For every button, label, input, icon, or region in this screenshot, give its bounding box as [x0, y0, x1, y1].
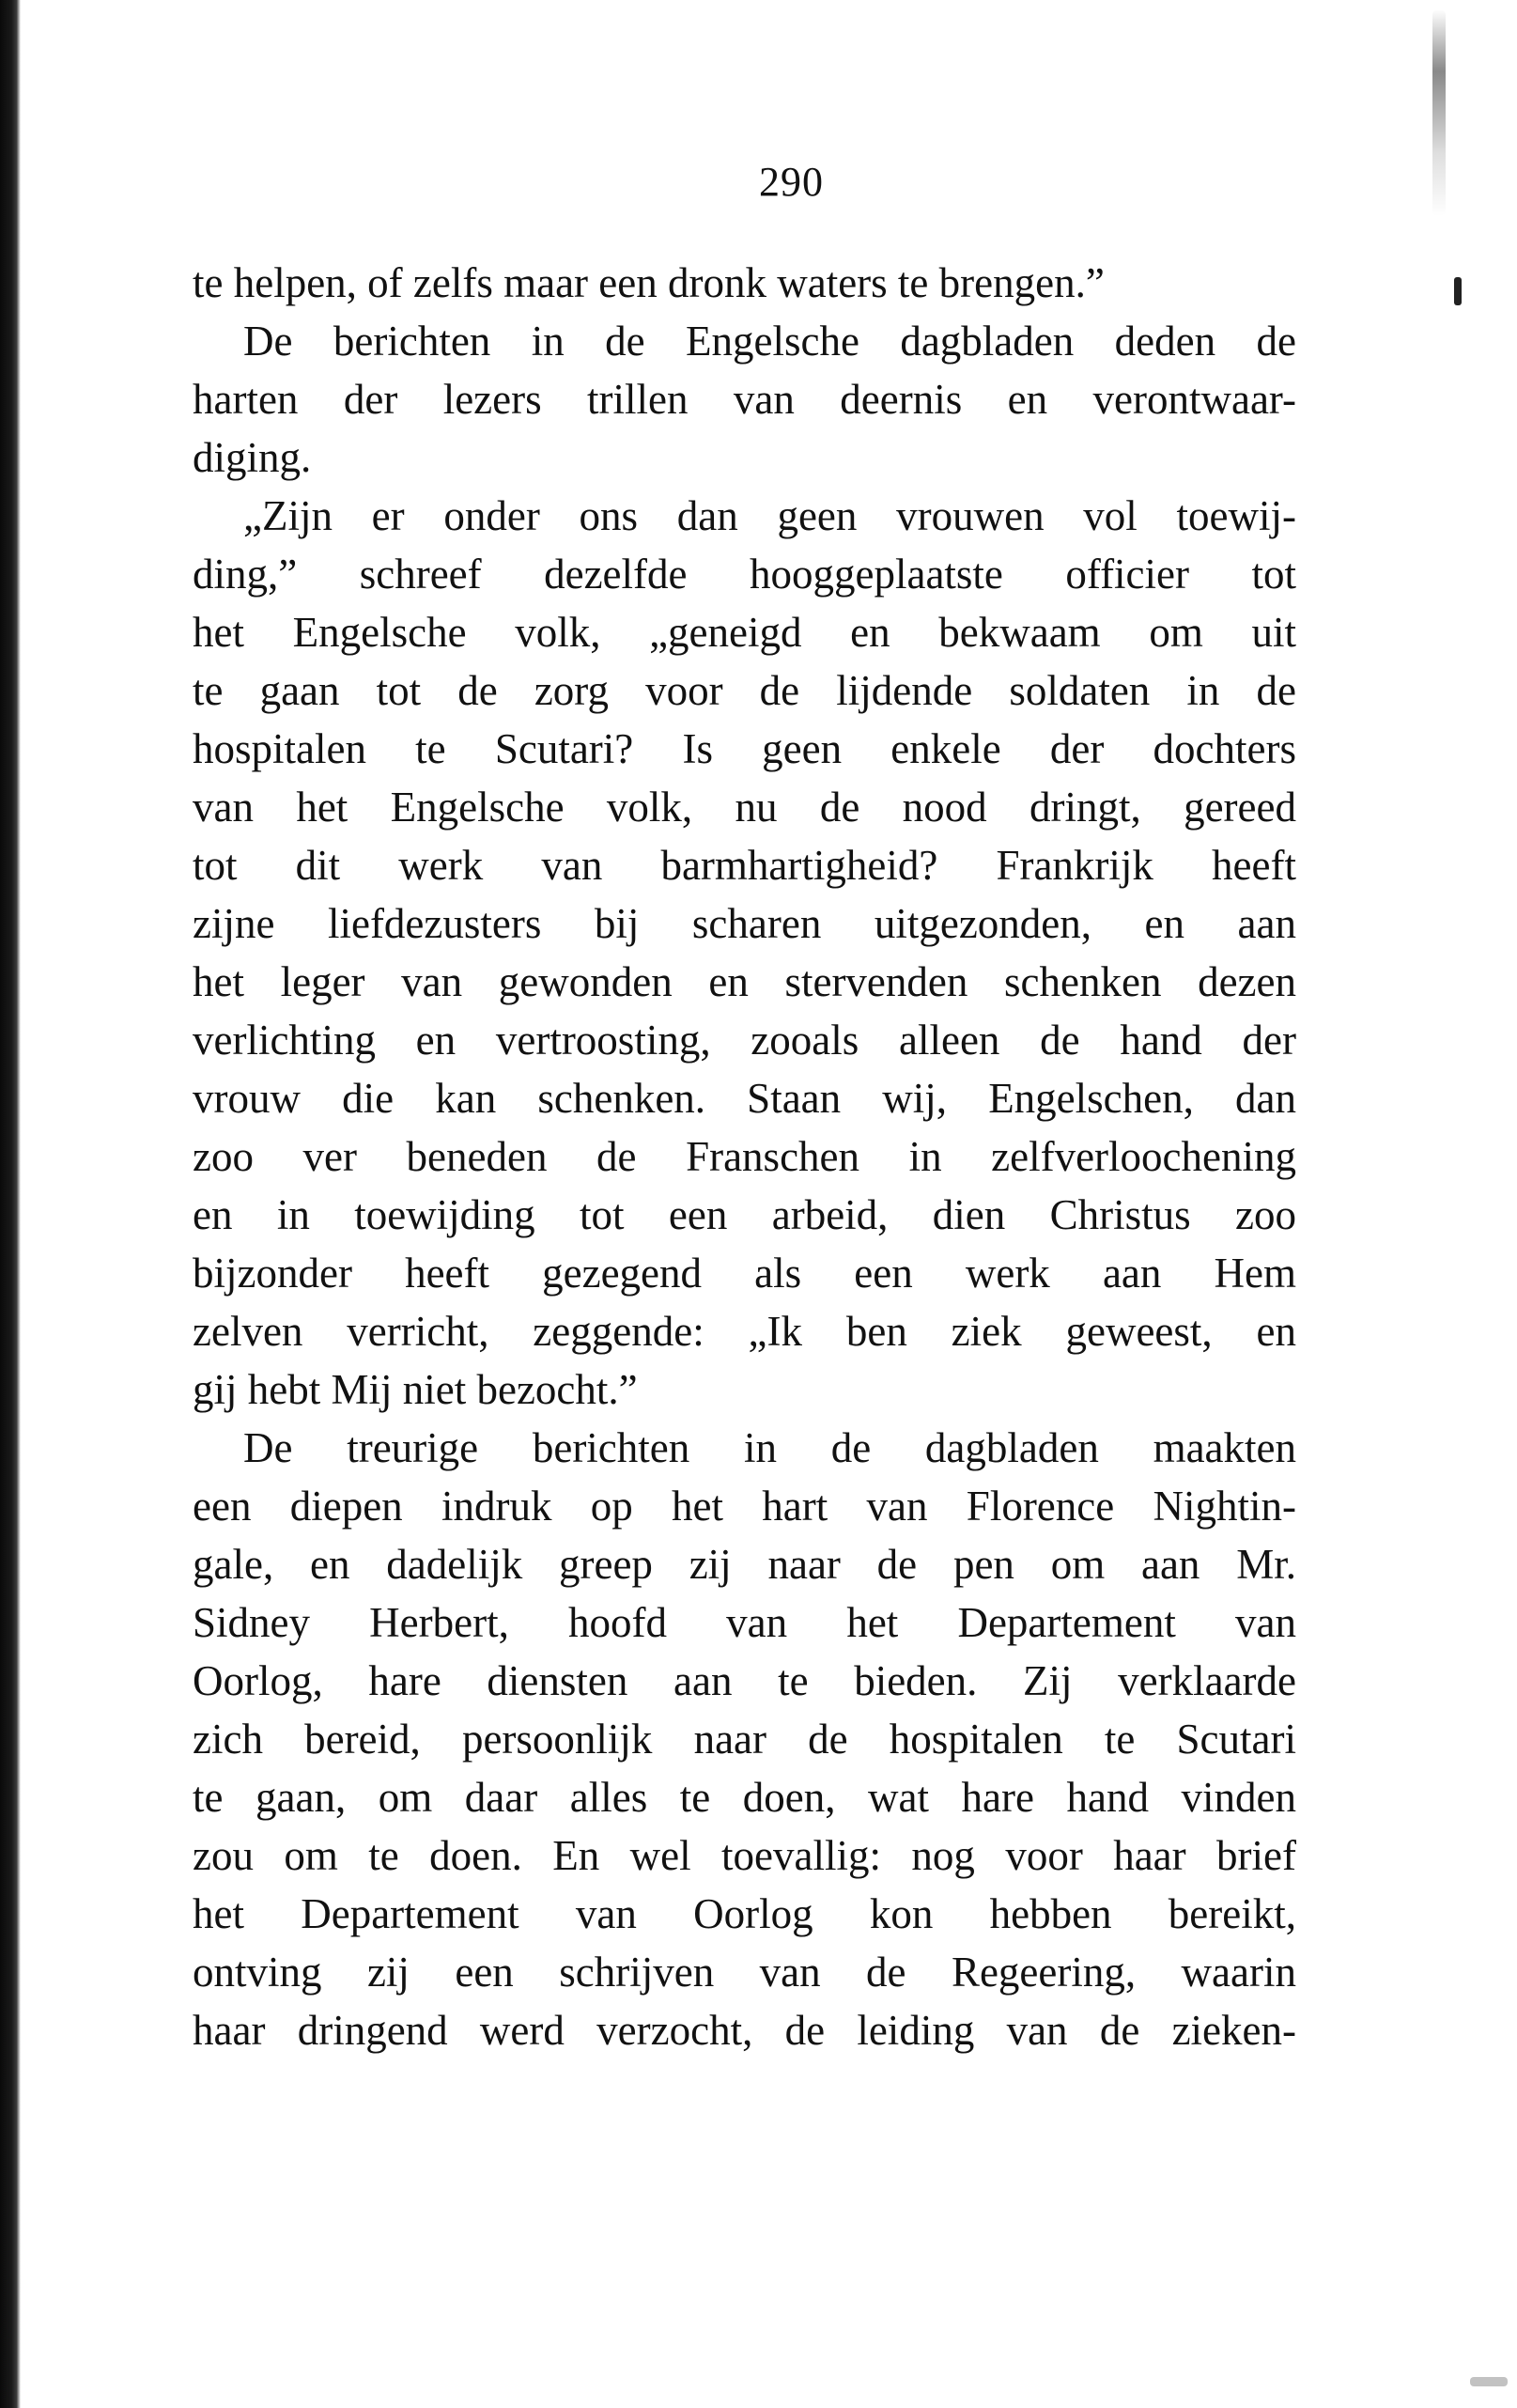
- text-line: het Departement van Oorlog kon hebben bereikt,: [193, 1890, 1296, 1937]
- text-line: het leger van gewonden en stervenden schenken dezen: [193, 958, 1296, 1005]
- text-line: „Zijn er onder ons dan geen vrouwen vol toewij-: [243, 492, 1296, 539]
- book-binding-edge: [0, 0, 21, 2408]
- text-line: en in toewijding tot een arbeid, dien Christus zoo: [193, 1191, 1296, 1238]
- text-line: hospitalen te Scutari? Is geen enkele der dochters: [193, 725, 1296, 772]
- text-line: tot dit werk van barmhartigheid? Frankrijk heeft: [193, 842, 1296, 889]
- page-edge-mark: [1454, 277, 1462, 305]
- text-line: zou om te doen. En wel toevallig: nog voor haar brief: [193, 1832, 1296, 1879]
- text-line: het Engelsche volk, „geneigd en bekwaam om uit: [193, 609, 1296, 656]
- page-corner-mark: [1470, 2377, 1508, 2386]
- text-line: te gaan, om daar alles te doen, wat hare hand vinden: [193, 1774, 1296, 1821]
- text-line: verlichting en vertroosting, zooals alleen de hand der: [193, 1017, 1296, 1064]
- text-line: ding,” schreef dezelfde hooggeplaatste officier tot: [193, 551, 1296, 598]
- text-line: gij hebt Mij niet bezocht.”: [193, 1366, 638, 1413]
- page-number: 290: [759, 159, 824, 205]
- text-line: Sidney Herbert, hoofd van het Departement van: [193, 1599, 1296, 1646]
- body-text: [193, 254, 1296, 2059]
- text-line: te helpen, of zelfs maar een dronk waters te brengen.”: [193, 259, 1105, 306]
- text-line: haar dringend werd verzocht, de leiding van de zieken-: [193, 2007, 1296, 2054]
- text-line: zoo ver beneden de Franschen in zelfverloochening: [193, 1133, 1296, 1180]
- text-line: De treurige berichten in de dagbladen maakten: [243, 1424, 1296, 1471]
- text-line: een diepen indruk op het hart van Florence Nightin-: [193, 1483, 1296, 1530]
- text-line: harten der lezers trillen van deernis en verontwaar-: [193, 376, 1296, 423]
- text-line: zelven verricht, zeggende: „Ik ben ziek geweest, en: [193, 1308, 1296, 1355]
- text-line: ontving zij een schrijven van de Regeering, waarin: [193, 1949, 1296, 1996]
- text-line: vrouw die kan schenken. Staan wij, Engelschen, dan: [193, 1075, 1296, 1122]
- text-line: zijne liefdezusters bij scharen uitgezonden, en aan: [193, 900, 1296, 947]
- text-line: gale, en dadelijk greep zij naar de pen om aan Mr.: [193, 1541, 1296, 1588]
- text-line: zich bereid, persoonlijk naar de hospitalen te Scutari: [193, 1716, 1296, 1763]
- text-line: De berichten in de Engelsche dagbladen deden de: [243, 318, 1296, 365]
- text-line: bijzonder heeft gezegend als een werk aan Hem: [193, 1250, 1296, 1297]
- text-line: van het Engelsche volk, nu de nood dringt, gereed: [193, 784, 1296, 831]
- text-line: te gaan tot de zorg voor de lijdende soldaten in de: [193, 667, 1296, 714]
- text-line: diging.: [193, 434, 312, 481]
- text-line: Oorlog, hare diensten aan te bieden. Zij verklaarde: [193, 1657, 1296, 1704]
